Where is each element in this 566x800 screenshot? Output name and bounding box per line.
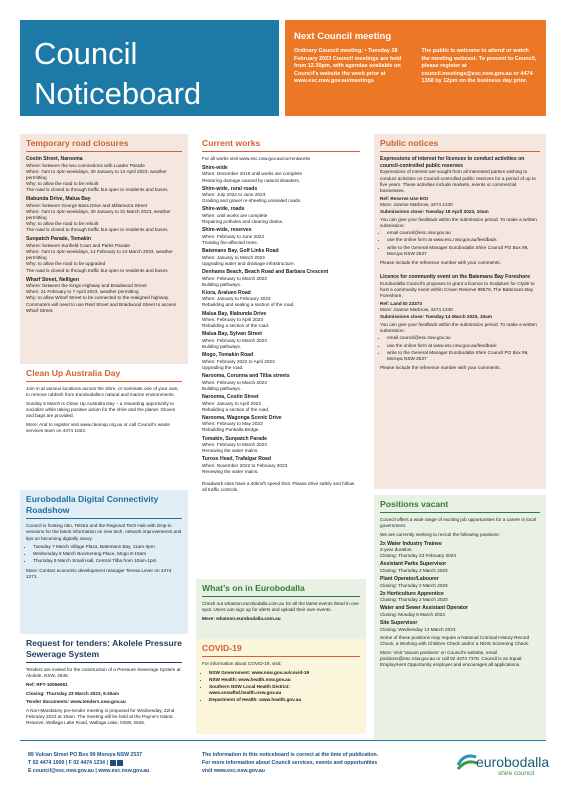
section-heading: Request for tenders: Akolele Pressure Sewerage System bbox=[26, 638, 182, 663]
section-heading: Eurobodalla Digital Connectivity Roadshow bbox=[26, 494, 182, 519]
item-line: When: February to March 2023 bbox=[202, 338, 267, 344]
item-line: When: February to March 2023 bbox=[202, 442, 267, 448]
paragraph: Eurobodalla Council’s proposes to grant a licence to Sculpture for Clyde to host a community event within Crown Reserve 89579, The Batemans Bay Foreshore. bbox=[380, 280, 535, 298]
list-item bbox=[380, 576, 540, 589]
section-heading: What’s on in Eurobodalla bbox=[202, 583, 360, 597]
list-item bbox=[380, 541, 540, 560]
public-notices-section bbox=[374, 134, 546, 489]
tenders-section bbox=[20, 634, 188, 734]
section-heading: COVID-19 bbox=[202, 643, 360, 657]
item-heading: Narooma, Wagonga Scenic Drive bbox=[202, 414, 282, 421]
item-line: When: February to April 2023 bbox=[202, 317, 263, 323]
list-item bbox=[202, 373, 360, 392]
session-item: • Thursday 9 March Small Hall, Central Tilba from 10am-1pm bbox=[33, 558, 182, 564]
list-item bbox=[380, 591, 540, 604]
footer bbox=[20, 740, 550, 788]
item-line: Building pathways. bbox=[202, 385, 242, 391]
item-line: Commuters will need to use Reid Street and Braidwood Street to access Wharf Street. bbox=[26, 301, 177, 313]
item-heading: Shire-wide, reserves bbox=[202, 227, 252, 234]
paragraph: Ref: RFT-10056051 bbox=[26, 682, 68, 688]
footer-contact bbox=[28, 751, 208, 775]
current-works-section bbox=[196, 134, 366, 579]
item-line: When: 7am to 4pm weekdays, 30 January to 14 April 2023, weather permitting bbox=[26, 168, 167, 180]
item-line: Renewing the water mains. bbox=[202, 469, 259, 475]
submission-option: • write to the General Manager Eurobodalla Shire Council PO Box 99, Moruya NSW 2537 bbox=[387, 350, 540, 362]
item-heading: Shire-wide, roads bbox=[202, 206, 245, 213]
section-heading: Temporary road closures bbox=[26, 138, 182, 152]
item-line: Rebuilding a section of the road. bbox=[202, 406, 270, 412]
item-heading: Denhams Beach, Beach Road and Barbara Crescent bbox=[202, 268, 329, 275]
item-heading: Narooma, Corunna and Tilba streets bbox=[202, 373, 290, 380]
item-heading: Batemans Bay, Golf Links Road bbox=[202, 248, 279, 255]
list-item bbox=[202, 186, 360, 205]
paragraph: Please include the reference number with your comments. bbox=[380, 259, 501, 265]
cleanup-section bbox=[20, 364, 188, 490]
item-line: When: July 2022 to June 2023 bbox=[202, 192, 266, 198]
paragraph: More: Contact economic development manager Teresa Lever on 4474 1271. bbox=[26, 567, 172, 579]
list-item bbox=[380, 620, 540, 633]
item-line: Restoring damage caused by natural disasters. bbox=[202, 177, 300, 183]
list-item bbox=[380, 605, 540, 618]
meeting-attendance: The public is welcome to attend or watch the meeting webcast. To present to Council, please register at council.meetings@esc.nsw.gov.au or 4474 1358 by 12pm on the business day prior. bbox=[421, 48, 537, 85]
list-item bbox=[202, 311, 360, 330]
list-item bbox=[202, 456, 360, 475]
item-line: Closing: Thursday 2 March 2023 bbox=[380, 582, 448, 588]
footer-address: 89 Vulcan Street PO Box 99 Moruya NSW 2537 bbox=[28, 752, 142, 758]
notice-contact: More: Joanne Marbrow, 4474 1330 bbox=[380, 307, 453, 313]
item-line: Upgrading the road. bbox=[202, 364, 244, 370]
logo-mark-icon bbox=[456, 751, 478, 773]
paragraph: More: whatson.eurobodalla.com.au bbox=[202, 615, 281, 621]
item-heading: Assistant Parks Supervisor bbox=[380, 561, 447, 568]
item-heading: 2x Horticulture Apprentice bbox=[380, 590, 444, 597]
paragraph: Please include the reference number with your comments. bbox=[380, 364, 501, 370]
item-heading: Tomakin, Sunpatch Parade bbox=[202, 435, 268, 442]
list-item bbox=[26, 277, 182, 314]
item-line: When: February to June 2023 bbox=[202, 233, 265, 239]
list-item bbox=[202, 290, 360, 309]
page-title bbox=[20, 20, 279, 116]
notice-closing: Submissions close: Tuesday 14 March 2023, 10am bbox=[380, 313, 492, 319]
item-line: The road is closed to through traffic but open to residents and buses. bbox=[26, 267, 169, 273]
section-heading: Positions vacant bbox=[380, 499, 540, 513]
item-heading: Costin Street, Narooma bbox=[26, 156, 83, 163]
item-heading: Kiora, Araluen Road bbox=[202, 289, 251, 296]
item-heading: Sunpatch Parade, Tomakin bbox=[26, 236, 92, 243]
paragraph: Tenders are invited for the construction of a Pressure Sewerage System at Akolele, NSW, 2546. bbox=[26, 667, 181, 679]
list-item bbox=[202, 352, 360, 371]
digital-roadshow-section bbox=[20, 490, 188, 634]
paragraph: For all works visit www.esc.nsw.gov.au/currentworks bbox=[202, 156, 311, 162]
facebook-icon[interactable] bbox=[110, 760, 116, 766]
item-line: Where: between the two connections with Loader Parade bbox=[26, 162, 145, 168]
paragraph: Council is hosting nbn, Telstra and the Regional Tech Hub with drop-in sessions for the latest information on new tech, network improvements and tips on becoming digitally savvy. bbox=[26, 523, 182, 541]
header bbox=[0, 0, 566, 128]
submission-option: • email council@esc.nsw.gov.au bbox=[387, 230, 540, 236]
item-heading: Shire-wide bbox=[202, 164, 228, 171]
paragraph: Expressions of Interest are sought from all interested parties wishing to conduct activities on Council-controlled public reserves for a period of up to five years. These activities include markets, events or commercial businesses. bbox=[380, 169, 536, 193]
item-line: When: February to March 2023 bbox=[202, 379, 267, 385]
section-heading: Current works bbox=[202, 138, 360, 152]
notice-heading: Expressions of interest for licences to conduct activities on council-controlled public reserves bbox=[380, 156, 525, 169]
footer-phone: T 02 4474 1000 | F 02 4474 1234 | bbox=[28, 760, 108, 767]
item-line: Where: between George Bass Drive and Millamurra Street bbox=[26, 202, 148, 208]
item-line: Rebuilding Punkalla Bridge. bbox=[202, 427, 260, 433]
list-item bbox=[202, 415, 360, 434]
item-line: Where: between the Kings Highway and Braidwood Street bbox=[26, 283, 147, 289]
item-line: Grading and gravel re-sheeting unsealed roads. bbox=[202, 198, 302, 204]
item-line: Building pathways. bbox=[202, 281, 242, 287]
item-line: Closing: Wednesday 13 March 2023 bbox=[380, 626, 456, 632]
item-line: When: until works are complete bbox=[202, 213, 268, 219]
whatson-section bbox=[196, 579, 366, 639]
item-line: When: November 2022 to February 2023 bbox=[202, 462, 288, 468]
paragraph: For information about COVID-19, visit: bbox=[202, 661, 282, 667]
paragraph: We are currently seeking to recruit the following positions: bbox=[380, 531, 500, 537]
item-line: When: February to May 2023 bbox=[202, 421, 263, 427]
list-item bbox=[380, 561, 540, 574]
item-line: Why: to allow the road to be rebuilt bbox=[26, 221, 99, 227]
meeting-title: Next Council meeting bbox=[294, 31, 392, 42]
item-line: When: 21 February to 7 April 2023, weather permitting bbox=[26, 289, 139, 295]
item-heading: Illabunda Drive, Malua Bay bbox=[26, 196, 91, 203]
column-left bbox=[20, 134, 188, 734]
item-line: Closing: Thursday 23 February 2023 bbox=[380, 553, 456, 559]
item-heading: Water and Sewer Assistant Operator bbox=[380, 605, 468, 612]
footer-info: The information in this noticeboard is correct at the time of publication. For more information about Council services, events and opportunities visit www.esc.nsw.gov.au bbox=[202, 752, 379, 775]
notice-ref: Ref: Land ID 23373 bbox=[380, 301, 422, 307]
item-heading: Site Supervisor bbox=[380, 620, 418, 627]
item-line: Rebuilding a section of the road. bbox=[202, 323, 270, 329]
submission-option: • use the online form at www.esc.nsw.gov.au/feedback bbox=[387, 343, 540, 349]
next-meeting-box bbox=[285, 20, 546, 116]
list-item bbox=[26, 196, 182, 233]
session-item: • Wednesday 8 March Boomerang Place, Mogo 8-10am bbox=[33, 551, 182, 557]
item-heading: Wharf Street, Nelligen bbox=[26, 276, 79, 283]
item-line: Treating fire-affected trees. bbox=[202, 239, 259, 245]
paragraph: Check out whatson.eurobodalla.com.au for all the latest events listed in one spot. Users can sign up for alerts and upload their own events. bbox=[202, 601, 359, 613]
notice-heading: Licence for community event on the Batemans Bay Foreshore bbox=[380, 273, 531, 280]
list-item bbox=[202, 269, 360, 288]
item-heading: Mogo, Tomakin Road bbox=[202, 352, 254, 359]
council-logo bbox=[456, 749, 548, 779]
list-item bbox=[26, 156, 182, 193]
paragraph: You can give your feedback within the submission period. To make a written submission: bbox=[380, 217, 537, 229]
paragraph: Council offers a wide range of exciting job opportunities for a career in local government. bbox=[380, 517, 536, 529]
paragraph: Join in at various locations across the shire, or nominate one of your own, to remove rubbish from Eurobodalla’s natural and marine environments. bbox=[26, 386, 179, 398]
list-item bbox=[202, 394, 360, 413]
list-item bbox=[202, 206, 360, 225]
submission-option: • write to the General Manager Eurobodalla Shire Council PO Box 99, Moruya NSW 2537 bbox=[387, 245, 540, 257]
paragraph: A Non-Mandatory pre-tender meeting is proposed for Wednesday, 22nd February 2023 at 10am. The meeting will be held at the Payne’s Island Reserve, Wallaga Lake Road, Wallaga Lake, NSW, 2546. bbox=[26, 707, 175, 726]
notice-ref: Ref: Reserve Use EOI bbox=[380, 196, 428, 202]
item-line: Renewing the water mains. bbox=[202, 448, 259, 454]
road-closures-section bbox=[20, 134, 188, 364]
item-line: Where: between Sunfield Court and Parks Parade bbox=[26, 243, 130, 249]
item-line: Closing: Thursday 2 March 2023 bbox=[380, 597, 448, 603]
speed-note: Roadwork sites have a 40km/h speed limit. Please drive safely and follow all traffic controls. bbox=[202, 481, 355, 493]
paragraph: More: Visit ‘Vacant positions’ on Council’s website, email positions@esc.nsw.gov.au or call 02 4474 7378. Council is an Equal Employment Opportunity employer and encourages all applications. bbox=[380, 649, 522, 667]
item-heading: Plant Operator/Labourer bbox=[380, 576, 439, 583]
notice-closing: Submissions close: Tuesday 18 April 2023, 10am bbox=[380, 208, 489, 214]
item-line: The road is closed to through traffic but open to residents and buses. bbox=[26, 187, 169, 193]
item-heading: Malua Bay, Illabunda Drive bbox=[202, 310, 267, 317]
section-heading: Clean Up Australia Day bbox=[26, 368, 182, 382]
positions-section bbox=[374, 495, 546, 740]
footer-phone-row bbox=[28, 759, 208, 767]
item-line: When: February 2022 to April 2023 bbox=[202, 358, 275, 364]
logo-subtext: shire council bbox=[498, 770, 535, 777]
item-line: Closing: Thursday 2 March 2023 bbox=[380, 567, 448, 573]
item-heading: Tuross Head, Trafalgar Road bbox=[202, 456, 271, 463]
paragraph: Tender documents: www.tenders.nsw.gov.au bbox=[26, 699, 126, 705]
item-line: Why: to allow the road to be rebuilt bbox=[26, 181, 99, 187]
logo-text: eurobodalla bbox=[476, 754, 550, 770]
item-line: When: December 2019 until works are complete bbox=[202, 171, 303, 177]
list-item bbox=[202, 436, 360, 455]
list-item bbox=[26, 236, 182, 273]
covid-section bbox=[196, 639, 366, 734]
submission-option: • use the online form at www.esc.nsw.gov.au/feedback bbox=[387, 237, 540, 243]
covid-link: • NSW Health: www.health.nsw.gov.au bbox=[209, 677, 360, 683]
item-heading: Shire-wide, rural roads bbox=[202, 185, 258, 192]
item-line: Rebuilding and sealing a section of the road. bbox=[202, 302, 295, 308]
footer-email[interactable]: E council@esc.nsw.gov.au | www.esc.nsw.gov.au bbox=[28, 768, 150, 775]
covid-link: • Department of Health: www.health.gov.au bbox=[209, 697, 360, 703]
paragraph: Sunday 5 March is Clean Up Australia Day – a rewarding opportunity to socialize while taking positive action for the shire and the planet. Gloves and bags are provided. bbox=[26, 400, 176, 419]
item-heading: Narooma, Costin Street bbox=[202, 393, 259, 400]
paragraph: Closing: Thursday 23 March 2023, 9.30am bbox=[26, 690, 120, 696]
session-item: • Tuesday 7 March Village Plaza, Batemans Bay, 11am-3pm bbox=[33, 544, 182, 550]
list-item bbox=[202, 165, 360, 184]
item-line: When: January to April 2023 bbox=[202, 400, 261, 406]
instagram-icon[interactable] bbox=[117, 760, 123, 766]
item-line: When: February to March 2023 bbox=[202, 275, 267, 281]
notice-contact: More: Joanne Marbrow, 4474 1330 bbox=[380, 202, 453, 208]
paragraph: Some of these positions may require a National Criminal History Record Check, a Working with Children Check and/or a NDIS Screening Check. bbox=[380, 634, 530, 647]
item-line: 2-year duration bbox=[380, 547, 412, 553]
submission-option: • email council@esc.nsw.gov.au bbox=[387, 335, 540, 341]
item-line: The road is closed to through traffic but open to residents and buses. bbox=[26, 227, 169, 233]
item-line: When: January to March 2023 bbox=[202, 254, 265, 260]
item-heading: Malua Bay, Sylvan Street bbox=[202, 331, 262, 338]
column-right bbox=[374, 134, 546, 740]
covid-link: • NSW Government: www.nsw.gov.au/covid-19 bbox=[209, 670, 360, 676]
paragraph: More: And to register visit www.cleanup.org.au or call Council’s waste services team on 4474 1024. bbox=[26, 421, 170, 433]
item-line: When: 7am to 4pm weekdays, 30 January to 31 March 2023, weather permitting bbox=[26, 209, 171, 221]
column-middle bbox=[196, 134, 366, 734]
item-line: When: January to February 2023 bbox=[202, 296, 271, 302]
item-line: Repairing potholes and clearing drains. bbox=[202, 219, 284, 225]
list-item bbox=[202, 227, 360, 246]
item-line: Building pathways. bbox=[202, 344, 242, 350]
paragraph: You can give your feedback within the submission period. To make a written submission: bbox=[380, 322, 537, 334]
title-line-1: Council bbox=[34, 36, 138, 71]
item-line: Why: to allow the road to be upgraded bbox=[26, 261, 106, 267]
list-item bbox=[202, 331, 360, 350]
item-line: Closing: Monday 6 March 2023 bbox=[380, 612, 445, 618]
item-line: When: 7am to 4pm weekdays, 14 February to 24 March 2023, weather permitting bbox=[26, 249, 173, 261]
title-line-2: Noticeboard bbox=[34, 76, 202, 112]
section-heading: Public notices bbox=[380, 138, 540, 152]
item-line: Why: to allow Wharf Street to be connected to the realigned highway. bbox=[26, 295, 170, 301]
item-line: Upgrading water and drainage infrastructure. bbox=[202, 260, 296, 266]
covid-link: • Southern NSW Local Health District: www.snswlhd.health.nsw.gov.au bbox=[209, 684, 360, 696]
item-heading: 2x Water Industry Trainee bbox=[380, 540, 442, 547]
list-item bbox=[202, 248, 360, 267]
meeting-details: Ordinary Council meeting: • Tuesday 28 February 2023 Council meetings are held from 12.30pm, with agendas available on Council’s website the week prior at www.esc.nsw.gov.au/meetings bbox=[294, 48, 402, 85]
